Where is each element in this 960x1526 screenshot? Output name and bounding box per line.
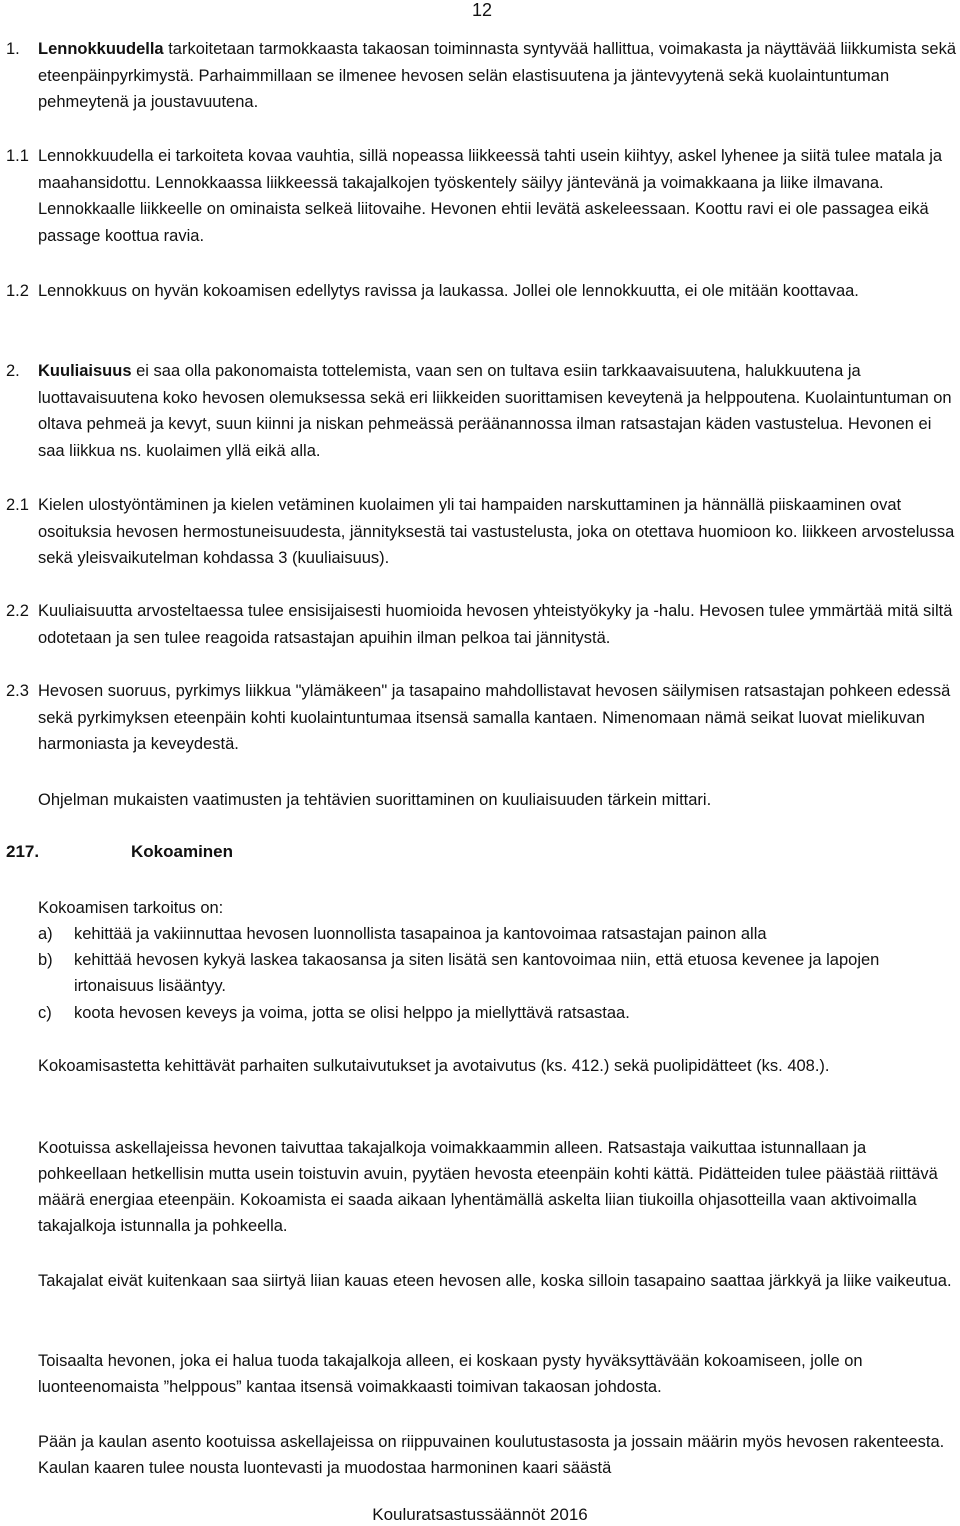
- section-2: [6, 358, 956, 464]
- section-number: 2.1: [6, 496, 29, 514]
- section-heading-217: [6, 842, 234, 862]
- list-item: [38, 921, 958, 947]
- section-number: 1.: [6, 40, 20, 58]
- list-item: [38, 1000, 958, 1026]
- section-number: 1.1: [6, 147, 29, 165]
- paragraph-5: Pään ja kaulan asento kootuissa askellajeissa on riippuvainen koulutustasosta ja jossain määrin myös hevosen rakenteesta. Kaulan kaaren tulee nousta luontevasti ja muodostaa harmoninen kaari säästä: [38, 1433, 945, 1477]
- purpose-intro: Kokoamisen tarkoitus on:: [38, 899, 224, 917]
- section-number: 2.3: [6, 682, 29, 700]
- section-2-note: Ohjelman mukaisten vaatimusten ja tehtävien suorittaminen on kuuliaisuuden tärkein mittari.: [38, 791, 712, 809]
- section-term: Kuuliaisuus: [38, 362, 132, 380]
- paragraph-4: Toisaalta hevonen, joka ei halua tuoda takajalkoja alleen, ei koskaan pysty hyväksyttävään kokoamiseen, jolle on luonteenomaista ”helppous” kantaa itsensä voimakkaasti toimivan takaosan johdosta.: [38, 1352, 863, 1396]
- section-2-2: [6, 598, 956, 651]
- section-text: Lennokkuus on hyvän kokoamisen edellytys ravissa ja laukassa. Jollei ole lennokkuutta, ei ole mitään koottavaa.: [38, 282, 859, 300]
- section-1-2: [6, 278, 956, 305]
- page-footer: Kouluratsastussäännöt 2016: [372, 1505, 588, 1524]
- section-text: Lennokkuudella ei tarkoiteta kovaa vauhtia, sillä nopeassa liikkeessä tahti usein kiihtyy, askel lyhenee ja siitä tulee matala ja maahansidottu. Lennokkaassa liikkeessä takajalkojen työskentely säilyy jäntevänä ja voimakkaana ja liike ilmavana. Lennokkaalle liikkeelle on ominaista selkeä liitovaihe. Hevonen ehtii levätä askeleessaan. Koottu ravi ei ole passagea eikä passage koottua ravia.: [38, 147, 943, 245]
- section-2-3: [6, 678, 956, 758]
- section-1: [6, 36, 956, 116]
- section-text: Hevosen suoruus, pyrkimys liikkua "ylämäkeen" ja tasapaino mahdollistavat hevosen säilymisen ratsastajan pohkeen edessä sekä pyrkimyksen eteenpäin kohti kuolaintuntumaa itsensä samalla kantaen. Nimenomaan nämä seikat luovat mielikuvan harmoniasta ja keveydestä.: [38, 682, 951, 753]
- section-text: Kielen ulostyöntäminen ja kielen vetäminen kuolaimen yli tai hampaiden narskuttaminen ja hännällä piiskaaminen ovat osoituksia hevosen hermostuneisuudesta, jännityksestä tai vastustelusta, joka on otettava huomioon ko. liikkeen arvostelussa sekä yleisvaikutelman kohdassa 3 (kuuliaisuus).: [38, 496, 955, 567]
- list-item: [38, 947, 958, 999]
- heading-number: 217.: [6, 842, 40, 861]
- section-number: 2.2: [6, 602, 29, 620]
- paragraph-2: Kootuissa askellajeissa hevonen taivuttaa takajalkoja voimakkaammin alleen. Ratsastaja vaikuttaa istunnallaan ja pohkeellaan hetkellisin mutta usein toistuvin avuin, pyytäen hevosta eteenpäin kohti kättä. Pidätteiden tulee päästää riittävä määrä energiaa eteenpäin. Kokoamista ei saada aikaan lyhentämällä askelta liian tiukoilla ohjasotteilla vaan aktivoimalla takajalkoja istunnalla ja pohkeella.: [38, 1139, 938, 1235]
- list-text: koota hevosen keveys ja voima, jotta se olisi helppo ja miellyttävä ratsastaa.: [74, 1004, 630, 1022]
- section-2-1: [6, 492, 956, 572]
- section-text: Kuuliaisuus ei saa olla pakonomaista tottelemista, vaan sen on tultava esiin tarkkaavaisuutena, halukkuutena ja luottavaisuutena koko hevosen olemuksessa sekä eri liikkeiden suorittamisen keveytenä ja helppoutena. Kuolaintuntuman on oltava pehmeä ja kevyt, suun kiinni ja niskan pehmeässä peräänannossa ilman ratsastajan käden vastustelua. Hevonen ei saa liikkua ns. kuolaimen yllä eikä alla.: [38, 362, 952, 460]
- section-term: Lennokkuudella: [38, 40, 164, 58]
- paragraph-1: Kokoamisastetta kehittävät parhaiten sulkutaivutukset ja avotaivutus (ks. 412.) sekä puolipidätteet (ks. 408.).: [38, 1057, 830, 1075]
- section-number: 2.: [6, 362, 20, 380]
- list-text: kehittää hevosen kykyä laskea takaosansa ja siten lisätä sen kantovoimaa niin, että etuosa kevenee ja lapojen irtonaisuus lisääntyy.: [74, 951, 880, 995]
- section-number: 1.2: [6, 282, 29, 300]
- list-label: b): [38, 951, 53, 969]
- paragraph-3: Takajalat eivät kuitenkaan saa siirtyä liian kauas eteen hevosen alle, koska silloin tasapaino saattaa järkkyä ja liike vaikeutua.: [38, 1272, 952, 1290]
- list-text: kehittää ja vakiinnuttaa hevosen luonnollista tasapainoa ja kantovoimaa ratsastajan painon alla: [74, 925, 767, 943]
- list-label: a): [38, 925, 53, 943]
- heading-title: Kokoaminen: [131, 842, 234, 861]
- section-1-1: [6, 143, 956, 249]
- page-number: 12: [472, 0, 493, 20]
- section-text: Kuuliaisuutta arvosteltaessa tulee ensisijaisesti huomioida hevosen yhteistyökyky ja -halu. Hevosen tulee ymmärtää mitä siltä odotetaan ja sen tulee reagoida ratsastajan apuihin ilman pelkoa tai jännitystä.: [38, 602, 953, 647]
- section-text: Lennokkuudella tarkoitetaan tarmokkaasta takaosan toiminnasta syntyvää hallittua, voimakasta ja näyttävää liikkumista sekä eteenpäinpyrkimystä. Parhaimmillaan se ilmenee hevosen selän elastisuutena ja jäntevyytenä sekä kuolaintuntuman pehmeytenä ja joustavuutena.: [38, 40, 957, 111]
- list-label: c): [38, 1004, 52, 1022]
